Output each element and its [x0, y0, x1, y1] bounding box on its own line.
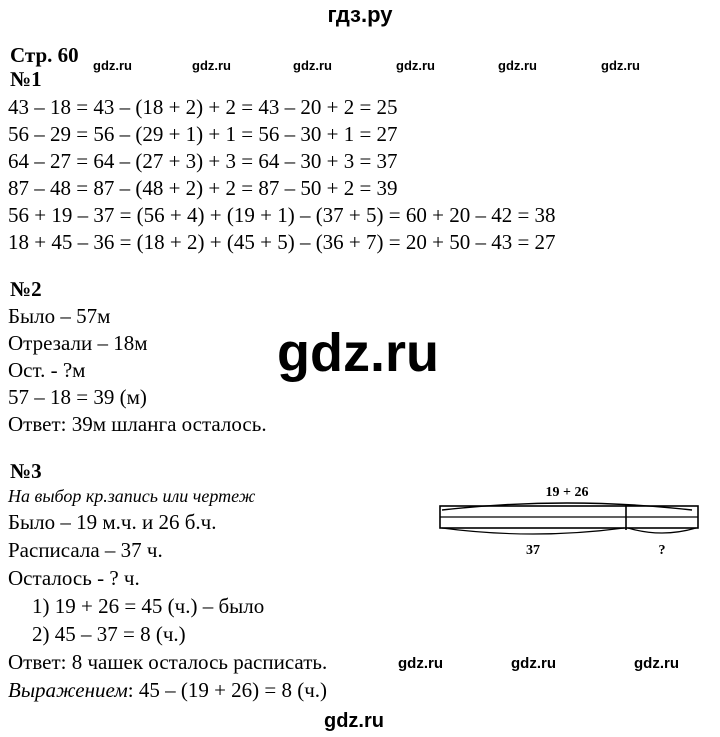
task3-line: Расписала – 37 ч. — [8, 538, 163, 562]
task1-line: 56 – 29 = 56 – (29 + 1) + 1 = 56 – 30 + 1 = 27 — [8, 122, 398, 146]
diagram-top-label: 19 + 26 — [545, 485, 589, 500]
task2-line: Ответ: 39м шланга осталось. — [8, 412, 267, 436]
task2-line: Ост. - ?м — [8, 358, 86, 382]
task2-line: 57 – 18 = 39 (м) — [8, 385, 147, 409]
task1-heading: №1 — [10, 67, 42, 91]
task3-note: На выбор кр.запись или чертеж — [8, 486, 256, 506]
watermark-small: gdz.ru — [293, 58, 332, 73]
task1-line: 56 + 19 – 37 = (56 + 4) + (19 + 1) – (37 + 5) = 60 + 20 – 42 = 38 — [8, 203, 556, 227]
segment-diagram — [430, 476, 710, 566]
page-title: Стр. 60 — [10, 43, 79, 67]
watermark-small: gdz.ru — [601, 58, 640, 73]
task1-line: 87 – 48 = 87 – (48 + 2) + 2 = 87 – 50 + 2 = 39 — [8, 176, 398, 200]
task1-line: 43 – 18 = 43 – (18 + 2) + 2 = 43 – 20 + 2 = 25 — [8, 95, 398, 119]
watermark-small: gdz.ru — [398, 655, 443, 672]
task3-answer: Ответ: 8 чашек осталось расписать. — [8, 650, 328, 674]
expression-body: : 45 – (19 + 26) = 8 (ч.) — [127, 678, 328, 702]
diagram-left-label: 37 — [526, 543, 540, 558]
task3-line: Было – 19 м.ч. и 26 б.ч. — [8, 510, 217, 534]
diagram-right-label: ? — [658, 543, 666, 558]
bottom-watermark: gdz.ru — [324, 710, 384, 732]
expression-label: Выражением — [8, 678, 128, 702]
task3-step: 2) 45 – 37 = 8 (ч.) — [32, 622, 186, 646]
task1-line: 64 – 27 = 64 – (27 + 3) + 3 = 64 – 30 + 3 = 37 — [8, 149, 398, 173]
watermark-small: gdz.ru — [511, 655, 556, 672]
task2-line: Было – 57м — [8, 304, 111, 328]
top-watermark: гдз.ру — [327, 2, 393, 27]
watermark-small: gdz.ru — [396, 58, 435, 73]
task2-line: Отрезали – 18м — [8, 331, 148, 355]
task3-expression — [8, 677, 327, 703]
left-brace — [442, 528, 624, 534]
watermark-small: gdz.ru — [93, 58, 132, 73]
watermark-small: gdz.ru — [498, 58, 537, 73]
task3-line: Осталось - ? ч. — [8, 566, 140, 590]
watermark-small: gdz.ru — [634, 655, 679, 672]
watermark-small: gdz.ru — [192, 58, 231, 73]
task1-line: 18 + 45 – 36 = (18 + 2) + (45 + 5) – (36 + 7) = 20 + 50 – 43 = 27 — [8, 230, 556, 254]
task3-step: 1) 19 + 26 = 45 (ч.) – было — [32, 594, 265, 618]
big-watermark: gdz.ru — [277, 323, 439, 383]
task2-heading: №2 — [10, 277, 42, 301]
task3-heading: №3 — [10, 459, 42, 483]
